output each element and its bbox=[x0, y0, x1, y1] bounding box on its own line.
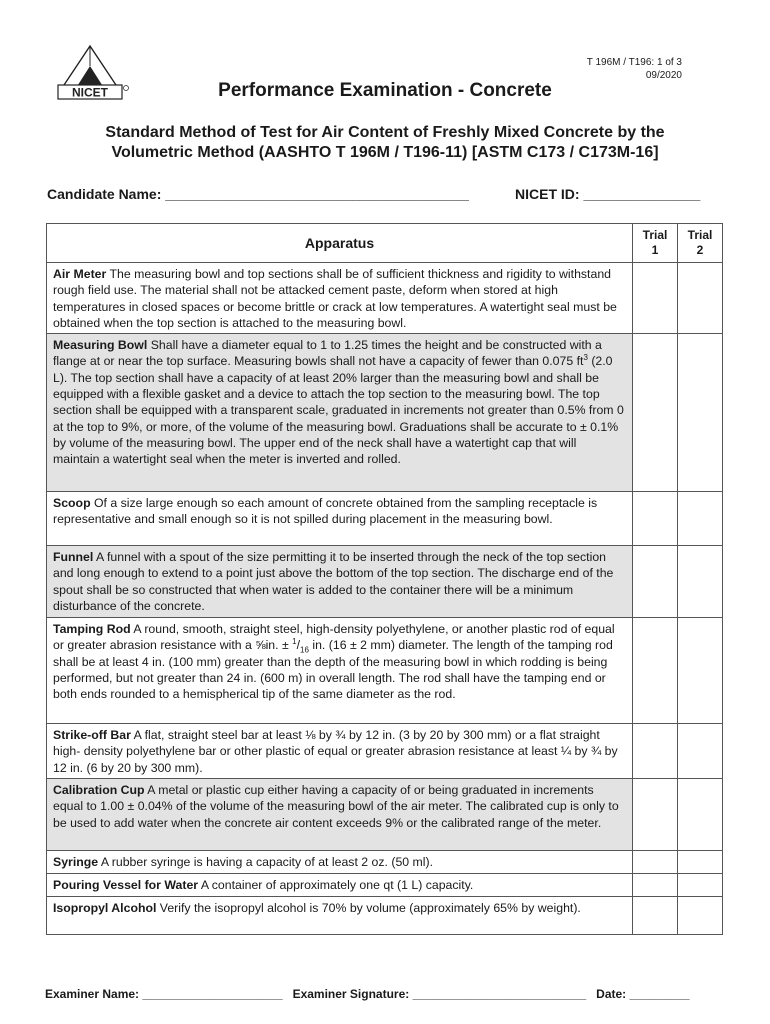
fraction-slash: / bbox=[296, 638, 301, 653]
apparatus-table bbox=[46, 223, 723, 935]
table-row-funnel bbox=[47, 546, 723, 618]
apparatus-term: Syringe bbox=[53, 855, 99, 870]
apparatus-term: Isopropyl Alcohol bbox=[53, 901, 157, 916]
trial-2-checkbox[interactable] bbox=[678, 724, 723, 779]
apparatus-text: A rubber syringe is having a capacity of at least 2 oz. (50 ml). bbox=[98, 855, 434, 870]
apparatus-term: Scoop bbox=[53, 496, 91, 511]
superscript: 3 bbox=[583, 353, 588, 363]
table-row-measuring-bowl bbox=[47, 334, 723, 492]
trial-1-checkbox[interactable] bbox=[633, 263, 678, 334]
trial-2-checkbox[interactable] bbox=[678, 618, 723, 724]
table-row-air-meter bbox=[47, 263, 723, 334]
table-row-calibration-cup bbox=[47, 779, 723, 851]
apparatus-description bbox=[47, 851, 633, 874]
apparatus-description bbox=[47, 779, 633, 851]
page-title bbox=[0, 80, 770, 102]
trial-1-checkbox[interactable] bbox=[633, 546, 678, 618]
trial-1-checkbox[interactable] bbox=[633, 779, 678, 851]
apparatus-text: A flat, straight steel bar at least ⅛ by ¾ by 12 in. (3 by 20 by 300 mm) or a flat straight high- density polyethylene bar or other plastic of equal or greater abrasion resistance at least ¼ by ¾ by 12 in. (6 by 20 by 300 mm). bbox=[53, 728, 618, 775]
apparatus-text: A round, smooth, straight steel, high-density polyethylene, or another plastic rod of equal or greater abrasion resistance with a ⅝in. ± bbox=[53, 622, 615, 653]
apparatus-term: Measuring Bowl bbox=[53, 338, 148, 353]
doc-ref-number: T 196M / T196: 1 of 3 bbox=[586, 57, 682, 68]
fraction-denominator: 16 bbox=[300, 645, 309, 655]
apparatus-term: Air Meter bbox=[53, 267, 107, 281]
trial-2-checkbox[interactable] bbox=[678, 851, 723, 874]
trial-2-checkbox[interactable] bbox=[678, 492, 723, 546]
apparatus-text: A metal or plastic cup either having a capacity of or being graduated in increments equal to 1.00 ± 0.04% of the volume of the measuring bowl of the air meter. The calibrated cup is only to be used to add water when the concrete air content exceeds 9% or the calibrated range of the meter. bbox=[53, 783, 619, 830]
page-title-text: Performance Examination - Concrete bbox=[218, 80, 552, 101]
trial-1-checkbox[interactable] bbox=[633, 724, 678, 779]
apparatus-term: Funnel bbox=[53, 550, 94, 565]
trial-2-header bbox=[678, 224, 723, 263]
apparatus-text: Verify the isopropyl alcohol is 70% by volume (approximately 65% by weight). bbox=[156, 901, 581, 916]
standard-title-line-2: Volumetric Method (AASHTO T 196M / T196-11) [ASTM C173 / C173M-16] bbox=[111, 144, 659, 161]
table-header-row bbox=[47, 224, 723, 263]
apparatus-description bbox=[47, 263, 633, 334]
table-row-pouring-vessel bbox=[47, 874, 723, 897]
trial-2-label: Trial bbox=[687, 228, 713, 242]
apparatus-description bbox=[47, 492, 633, 546]
trial-1-checkbox[interactable] bbox=[633, 334, 678, 492]
trial-1-checkbox[interactable] bbox=[633, 492, 678, 546]
table-row-syringe bbox=[47, 851, 723, 874]
trial-1-checkbox[interactable] bbox=[633, 851, 678, 874]
doc-date: 09/2020 bbox=[645, 70, 682, 81]
logo-text: NICET bbox=[72, 85, 108, 100]
trial-1-label: Trial bbox=[642, 228, 668, 242]
trial-2-checkbox[interactable] bbox=[678, 334, 723, 492]
apparatus-text: in. (16 ± 2 mm) diameter. The length of the tamping rod shall be at least 4 in. (100 mm) greater than the depth of the measuring bowl in which rodding is being performed, but not greater than 24 in. (600 m) in overall length. The rod shall have the tamping end or both ends rounded to a hemispherical tip of the same diameter as the rod. bbox=[53, 638, 613, 702]
trial-2-checkbox[interactable] bbox=[678, 779, 723, 851]
apparatus-term: Strike-off Bar bbox=[53, 728, 131, 743]
apparatus-term: Calibration Cup bbox=[53, 783, 145, 798]
date-field[interactable]: Date: _________ bbox=[596, 987, 690, 1001]
apparatus-text: Of a size large enough so each amount of concrete obtained from the sampling receptacle is representative and small enough so it is not spilled during placement in the measuring bowl. bbox=[53, 496, 598, 527]
trial-1-number: 1 bbox=[651, 243, 659, 257]
trial-1-header bbox=[633, 224, 678, 263]
table-row-scoop bbox=[47, 492, 723, 546]
examiner-footer bbox=[45, 987, 690, 1001]
apparatus-description bbox=[47, 618, 633, 724]
apparatus-description bbox=[47, 897, 633, 935]
trial-2-checkbox[interactable] bbox=[678, 263, 723, 334]
apparatus-header: Apparatus bbox=[47, 224, 633, 263]
trial-1-checkbox[interactable] bbox=[633, 618, 678, 724]
trial-2-checkbox[interactable] bbox=[678, 546, 723, 618]
trial-2-checkbox[interactable] bbox=[678, 874, 723, 897]
apparatus-description bbox=[47, 724, 633, 779]
trial-2-checkbox[interactable] bbox=[678, 897, 723, 935]
examiner-signature-field[interactable]: Examiner Signature: __________________________ bbox=[292, 987, 587, 1001]
apparatus-term: Pouring Vessel for Water bbox=[53, 878, 199, 893]
trial-1-checkbox[interactable] bbox=[633, 897, 678, 935]
apparatus-description bbox=[47, 334, 633, 492]
examiner-name-field[interactable]: Examiner Name: _____________________ bbox=[45, 987, 283, 1001]
fraction-numerator: 1 bbox=[292, 637, 297, 647]
candidate-name-field[interactable]: Candidate Name: _______________________________________ bbox=[47, 186, 469, 202]
document-reference bbox=[587, 56, 682, 82]
apparatus-description bbox=[47, 546, 633, 618]
standard-title bbox=[40, 123, 730, 163]
table-row-isopropyl-alcohol bbox=[47, 897, 723, 935]
trial-1-checkbox[interactable] bbox=[633, 874, 678, 897]
apparatus-text: (2.0 L). The top section shall have a capacity of at least 20% larger than the measuring bowl and shall be equipped with a flexible gasket and a device to attach the top section to the measuring bowl. The top section shall be equipped with a transparent scale, graduated in increments not greater than 0.5% from 0 at the top to 9%, or more, of the volume of the measuring bowl. Graduations shall be accurate to ± 0.1% by volume of the measuring bowl. The upper end of the neck shall have a watertight cap that will maintain a watertight seal when the meter is inverted and rolled. bbox=[53, 354, 624, 467]
trial-2-number: 2 bbox=[696, 243, 704, 257]
apparatus-text: A funnel with a spout of the size permitting it to be inserted through the neck of the top section and long enough to extend to a point just above the bottom of the top section. The discharge end of the spout shall be so constructed that when water is added to the container there will be a minimum disturbance of the concrete. bbox=[53, 550, 614, 614]
apparatus-text: Shall have a diameter equal to 1 to 1.25 times the height and be constructed with a flange at or near the top surface. Measuring bowls shall not have a capacity of fewer than 0.075 ft bbox=[53, 338, 602, 369]
apparatus-description bbox=[47, 874, 633, 897]
apparatus-text: A container of approximately one qt (1 L) capacity. bbox=[198, 878, 474, 893]
table-row-strike-off-bar bbox=[47, 724, 723, 779]
apparatus-term: Tamping Rod bbox=[53, 622, 131, 637]
table-row-tamping-rod bbox=[47, 618, 723, 724]
standard-title-line-1: Standard Method of Test for Air Content of Freshly Mixed Concrete by the bbox=[105, 124, 665, 141]
apparatus-text: The measuring bowl and top sections shall be of sufficient thickness and rigidity to withstand rough field use. The material shall not be attacked cement paste, deform when stored at high temperatures in closed spaces or become brittle or crack at low temperatures. A watertight seal must be obtained when the top section is attached to the measuring bowl. bbox=[53, 267, 617, 330]
nicet-id-field[interactable]: NICET ID: _______________ bbox=[515, 186, 701, 202]
